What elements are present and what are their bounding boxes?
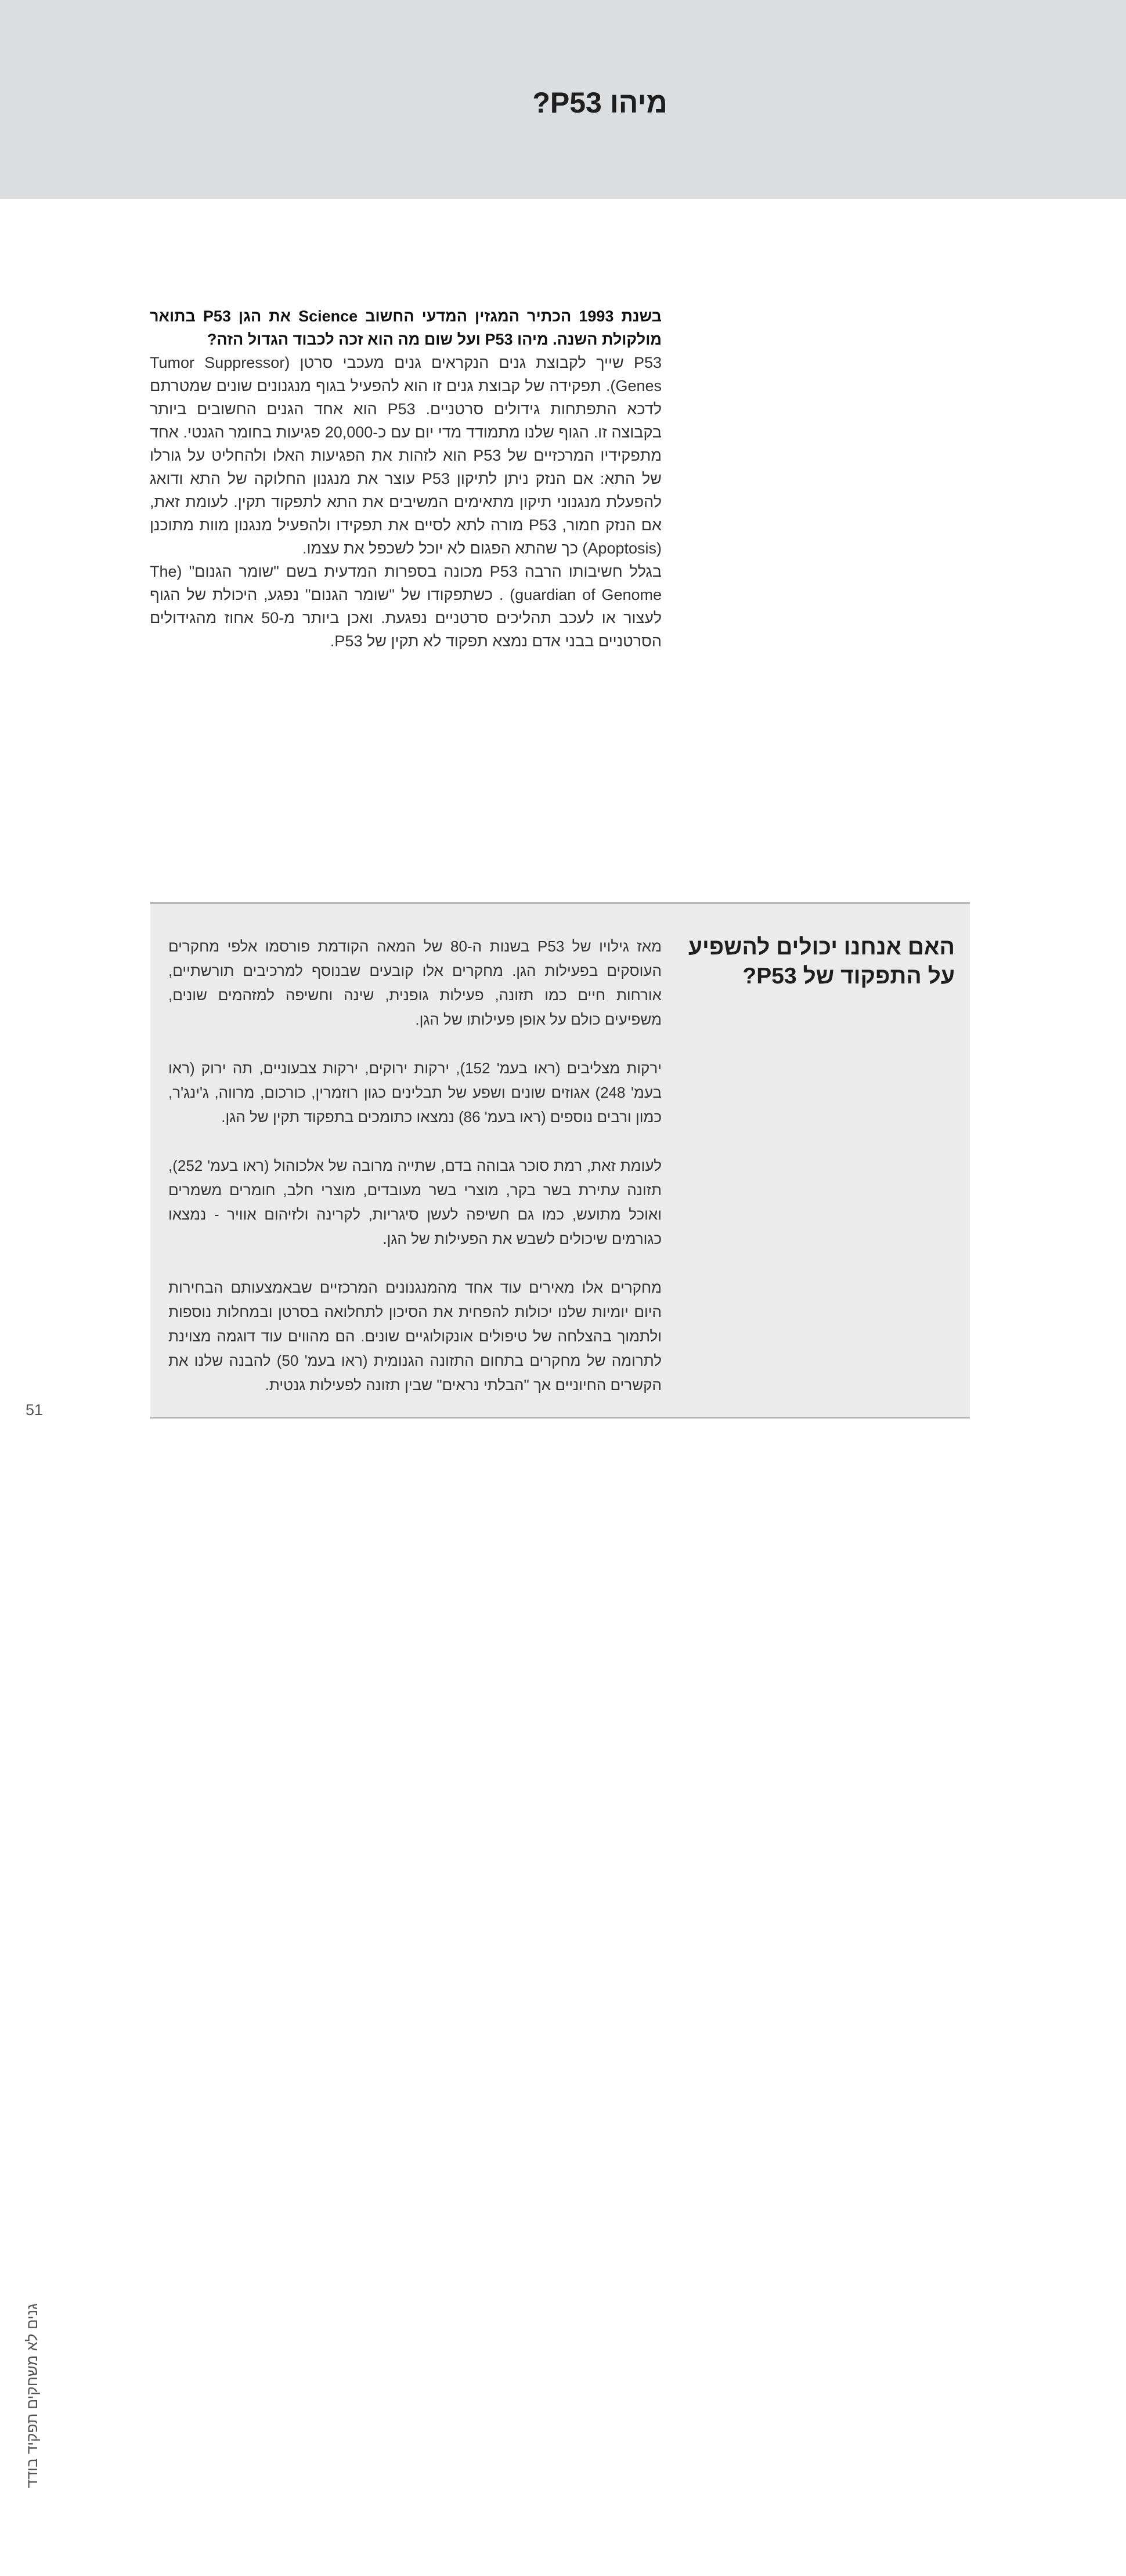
info-box-body (168, 934, 662, 1421)
page-number: 51 (26, 1401, 44, 1419)
intro-paragraph-1: P53 שייך לקבוצת גנים הנקראים גנים מעכבי סרטן (Tumor Suppressor Genes). תפקידה של קבוצת גנים זו הוא להפעיל בגוף מנגנונים שונים שמטרתם לדכא התפתחות גידולים סרטניים. P53 הוא אחד הגנים החשובים ביותר בקבוצה זו. הגוף שלנו מתמודד מדי יום עם כ-20,000 פגיעות בחומר הגנטי. אחד מתפקידיו המרכזיים של P53 הוא לזהות את הפגיעות האלו ולהחליט על גורלו של התא: אם הנזק ניתן לתיקון P53 עוצר את מנגנון החלוקה של התא ודואג להפעלת מנגנוני תיקון מתאימים המשיבים את התא לתפקוד תקין. לעומת זאת, אם הנזק חמור, P53 מורה לתא לסיים את תפקידו ולהפעיל מנגנון מוות מתוכנן (Apoptosis) כך שהתא הפגום לא יוכל לשכפל את עצמו. (150, 354, 662, 557)
info-box-title: האם אנחנו יכולים להשפיע על התפקוד של P53? (688, 935, 955, 989)
info-box-paragraph: מחקרים אלו מאירים עוד אחד מהמנגנונים המרכזיים שבאמצעותם הבחירות היום יומיות שלנו יכולות להפחית את הסיכון לתחלואה בסרטן ובמחלות נוספות ולתמוך בהצלחה של טיפולים אונקולוגיים שונים. הם מהווים עוד דוגמה מצוינת לתרומה של מחקרים בתחום התזונה הגנומית (ראו בעמ' 50) להבנה שלנו את הקשרים החיוניים אך "הבלתי נראים" שבין תזונה לפעילות גנטית. (168, 1279, 662, 1394)
intro-paragraph-2: בגלל חשיבותו הרבה P53 מכונה בספרות המדעית בשם "שומר הגנום" (The guardian of Genome) . כשתפקודו של "שומר הגנום" נפגע, היכולת של הגוף לעצור או לעכב תהליכים סרטניים נפגעת. ואכן ביותר מ-50 אחוז מהגידולים הסרטניים בבני אדם נמצא תפקוד לא תקין של P53. (150, 563, 662, 650)
info-box-paragraph: ירקות מצליבים (ראו בעמ' 152), ירקות ירוקים, ירקות צבעוניים, תה ירוק (ראו בעמ' 248) אגוזים שונים ושפע של תבלינים כגון רוזמרין, כורכום, מרווה, ג'ינג'ר, כמון ורבים נוספים (ראו בעמ' 86) נמצאו כתומכים בתפקוד תקין של הגן. (168, 1059, 662, 1126)
info-box-paragraph: לעומת זאת, רמת סוכר גבוהה בדם, שתייה מרובה של אלכוהול (ראו בעמ' 252), תזונה עתירת בשר בקר, מוצרי בשר מעובדים, מוצרי חלב, חומרים משמרים ואוכל מתועש, כמו גם חשיפה לעשן סיגריות, לקרינה ולזיהום אוויר - נמצאו כגורמים שיכולים לשבש את הפעילות של הגן. (168, 1157, 662, 1247)
info-box-paragraph: מאז גילויו של P53 בשנות ה-80 של המאה הקודמת פורסמו אלפי מחקרים העוסקים בפעילות הגן. מחקרים אלו קובעים שבנוסף למרכיבים תורשתיים, אורחות חיים כמו תזונה, פעילות גופנית, שינה וחשיפה למזהמים שונים, משפיעים כולם על אופן פעילותו של הגן. (168, 938, 662, 1028)
running-title: גנים לא משחקים תפקיד בודד (23, 2303, 41, 2488)
intro-section (150, 305, 662, 653)
page-title: מיהו P53? (532, 86, 667, 119)
intro-lead: בשנת 1993 הכתיר המגזין המדעי החשוב Science את הגן P53 בתואר מולקולת השנה. מיהו P53 ועל שום מה הוא זכה לכבוד הגדול הזה? (150, 307, 662, 348)
